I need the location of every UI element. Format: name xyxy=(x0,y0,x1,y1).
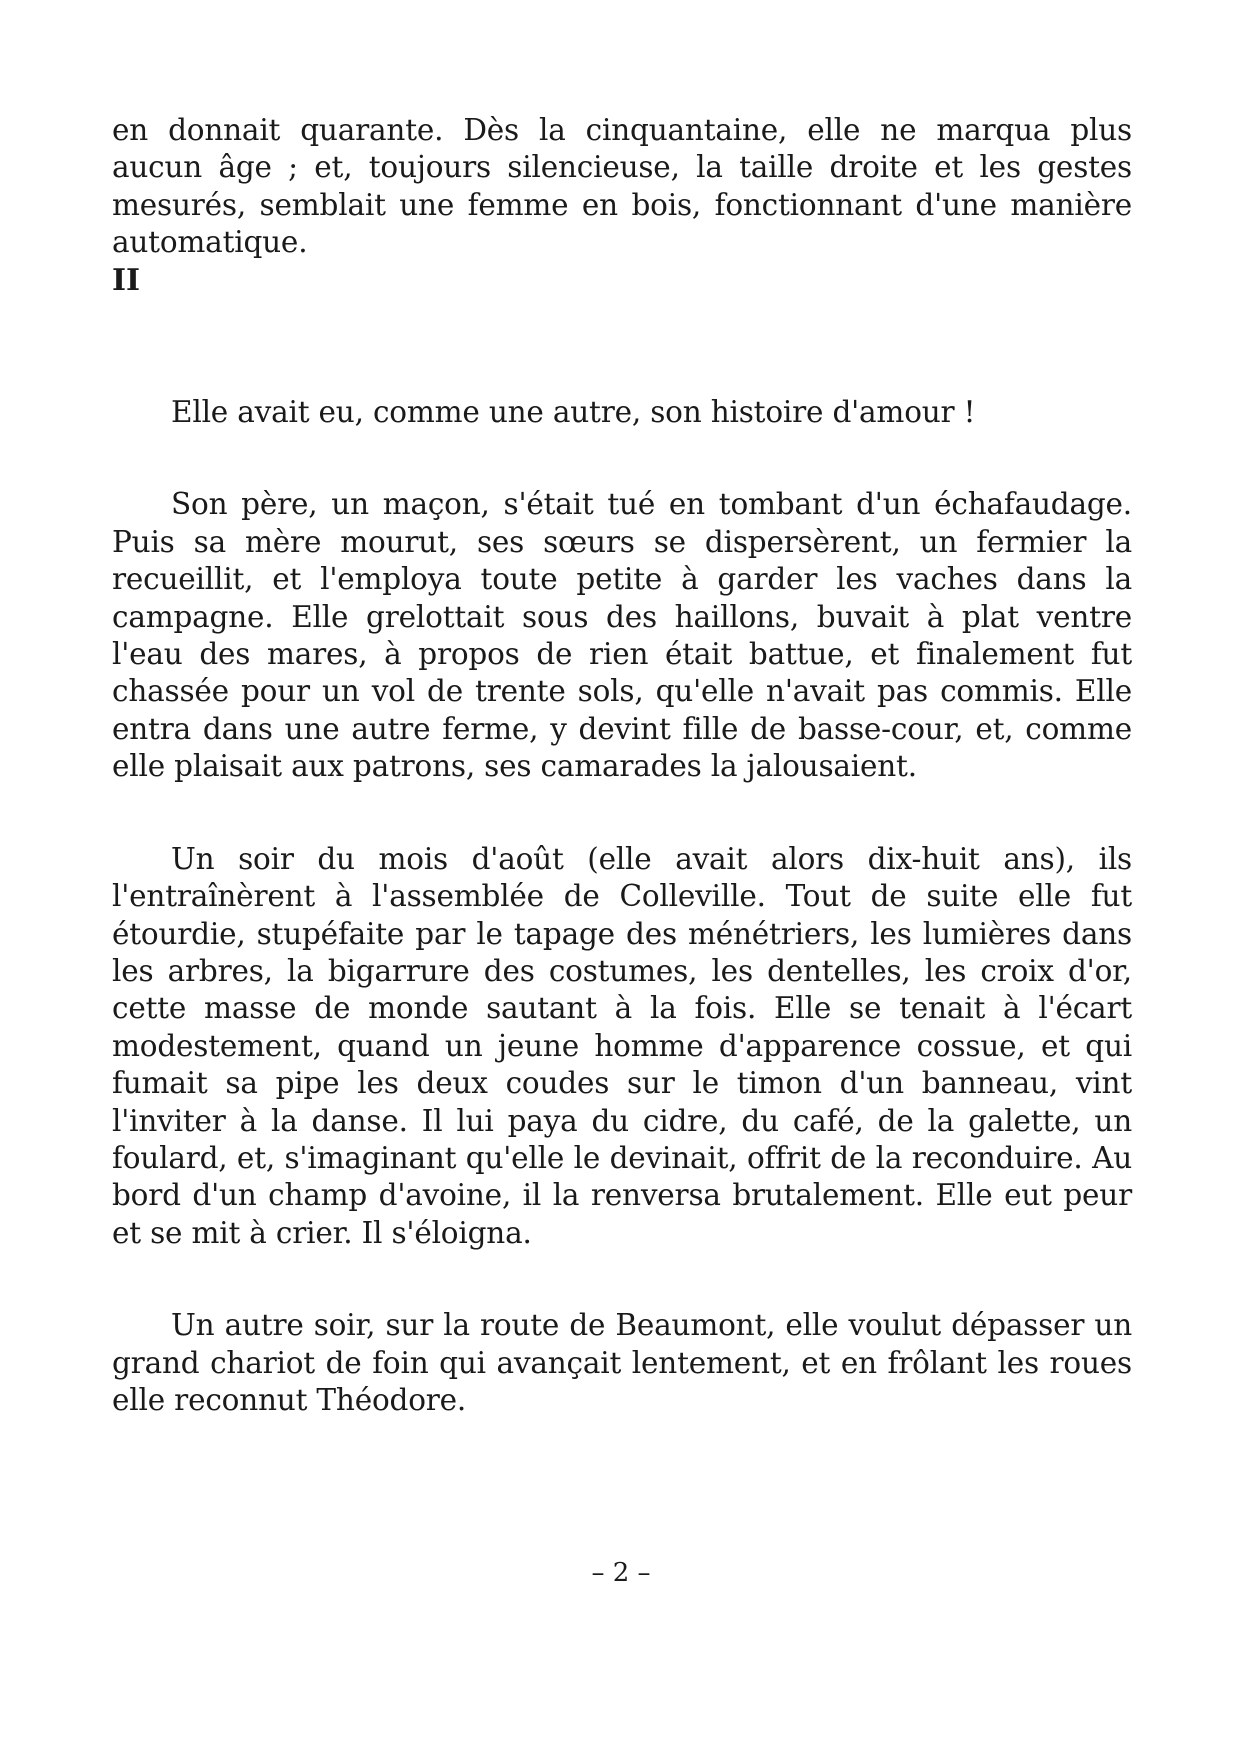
page-body xyxy=(112,112,1132,1419)
paragraph: Un soir du mois d'août (elle avait alors dix-huit ans), ils l'entraînèrent à l'assemblée de Colleville. Tout de suite elle fut étourdie, stupéfaite par le tapage des ménétriers, les lumières dans les arbres, la bigarrure des costumes, les dentelles, les croix d'or, cette masse de monde sautant à la fois. Elle se tenait à l'écart modestement, quand un jeune homme d'apparence cossue, et qui fumait sa pipe les deux coudes sur le timon d'un banneau, vint l'inviter à la danse. Il lui paya du cidre, du café, de la galette, un foulard, et, s'imaginant qu'elle le devinait, offrit de la reconduire. Au bord d'un champ d'avoine, il la renversa brutalement. Elle eut peur et se mit à crier. Il s'éloigna. xyxy=(112,841,1132,1250)
spacer xyxy=(112,299,1132,394)
paragraph: Un autre soir, sur la route de Beaumont, elle voulut dépasser un grand chariot de foin qui avançait lentement, et en frôlant les roues elle reconnut Théodore. xyxy=(112,1308,1132,1417)
chapter-heading: II xyxy=(112,262,141,298)
paragraph: Son père, un maçon, s'était tué en tombant d'un échafaudage. Puis sa mère mourut, ses sœurs se dispersèrent, un fermier la recueillit, et l'employa toute petite à garder les vaches dans la campagne. Elle grelottait sous des haillons, buvait à plat ventre l'eau des mares, à propos de rien était battue, et finalement fut chassée pour un vol de trente sols, qu'elle n'avait pas commis. Elle entra dans une autre ferme, y devint fille de basse-cour, et, comme elle plaisait aux patrons, ses camarades la jalousaient. xyxy=(112,487,1132,784)
paragraph-continued: en donnait quarante. Dès la cinquantaine, elle ne marqua plus aucun âge ; et, toujours silencieuse, la taille droite et les gestes mesurés, semblait une femme en bois, fonctionnant d'une manière automatique. xyxy=(112,113,1132,260)
spacer xyxy=(112,786,1132,841)
page-number: – 2 – xyxy=(591,1558,651,1588)
spacer xyxy=(112,1252,1132,1307)
paragraph: Elle avait eu, comme une autre, son histoire d'amour ! xyxy=(171,395,976,430)
spacer xyxy=(112,431,1132,486)
